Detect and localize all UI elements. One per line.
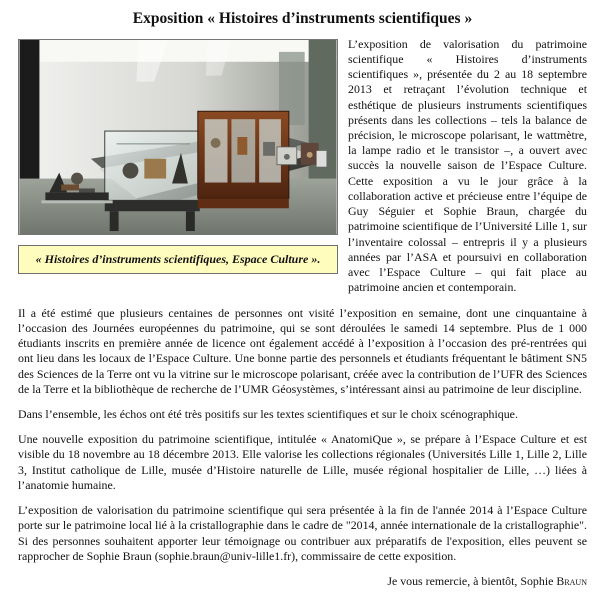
paragraph-4: Une nouvelle exposition du patrimoine scientifique, intitulée « AnatomiQue », se prépare à l’Espace Culture et est visible du 18 novembre au 18 décembre 2013. Elle valorise les collections régionales (Universités Lille 1, Lille 2, Lille 3, Institut catholique de Lille, musée d’Histoire naturelle de Lille, musée régional hospitalier de Lille, …) liées à l’anatomie humaine. xyxy=(18,432,587,492)
signature-text: Je vous remercie, à bientôt, Sophie xyxy=(387,574,557,589)
figure-caption: « Histoires d’instruments scientifiques, Espace Culture ». xyxy=(18,245,338,275)
signature-line xyxy=(18,574,587,588)
exhibition-figure xyxy=(18,39,338,275)
page-title: Exposition « Histoires d’instruments scientifiques » xyxy=(132,10,473,27)
paragraph-1: L’exposition de valorisation du patrimoine scientifique « Histoires d’instruments scientifiques », présentée du 2 au 18 septembre 2013 et retraçant l’évolution technique et esthétique de plusieurs instruments scientifiques présents dans les collections – tels la balance de précision, le microscope polarisant, le wattmètre, la lampe radio et le transistor –, a ouvert avec succès la nouvelle saison de l’Espace Culture. Cette exposition a vu le jour grâce à la collaboration active et précieuse entre l’équipe de Guy Séguier et Sophie Braun, chargée du patrimoine scientifique de l’Université Lille 1, sur l’inventaire colossal – entrepris il y a plusieurs années par l’ASA et poursuivi en collaboration avec l’Espace Culture – qui fait place au patrimoine ancien et contemporain. xyxy=(348,36,587,295)
paragraph-5: L’exposition de valorisation du patrimoine scientifique qui sera présentée à la fin de l'année 2014 à l’Espace Culture porte sur le patrimoine local lié à la cristallographie dans le cadre de "2014, année internationale de la cristallographie". Si des personnes souhaitent apporter leur témoignage ou contribuer aux préparatifs de l'exposition, elles peuvent se rapprocher de Sophie Braun (sophie.braun@univ-lille1.fr), commissaire de cette exposition. xyxy=(18,503,587,563)
paragraph-2: Il a été estimé que plusieurs centaines de personnes ont visité l’exposition en semaine, dont une cinquantaine à l’occasion des Journées européennes du patrimoine, qui se sont déroulées le samedi 14 septembre. Plus de 1 000 étudiants inscrits en première année de licence ont également accédé à l’exposition à l’occasion des pré-rentrées qui ont lieu dans les locaux de l’Espace Culture. Une bonne partie des personnels et étudiants fréquentant le bâtiment SN5 des Sciences de la Terre ont vu la vitrine sur le microscope polarisant, créée avec la contribution de l’UFR des Sciences de la Terre et la bibliothèque de recherche de l’UMR Géosystèmes, s’intéressant ainsi au patrimoine de leur discipline. xyxy=(18,305,587,396)
paragraph-3: Dans l’ensemble, les échos ont été très positifs sur les textes scientifiques et sur le choix scénographique. xyxy=(18,406,518,421)
signature-name: Braun xyxy=(556,574,587,589)
exhibition-photo xyxy=(18,39,338,235)
